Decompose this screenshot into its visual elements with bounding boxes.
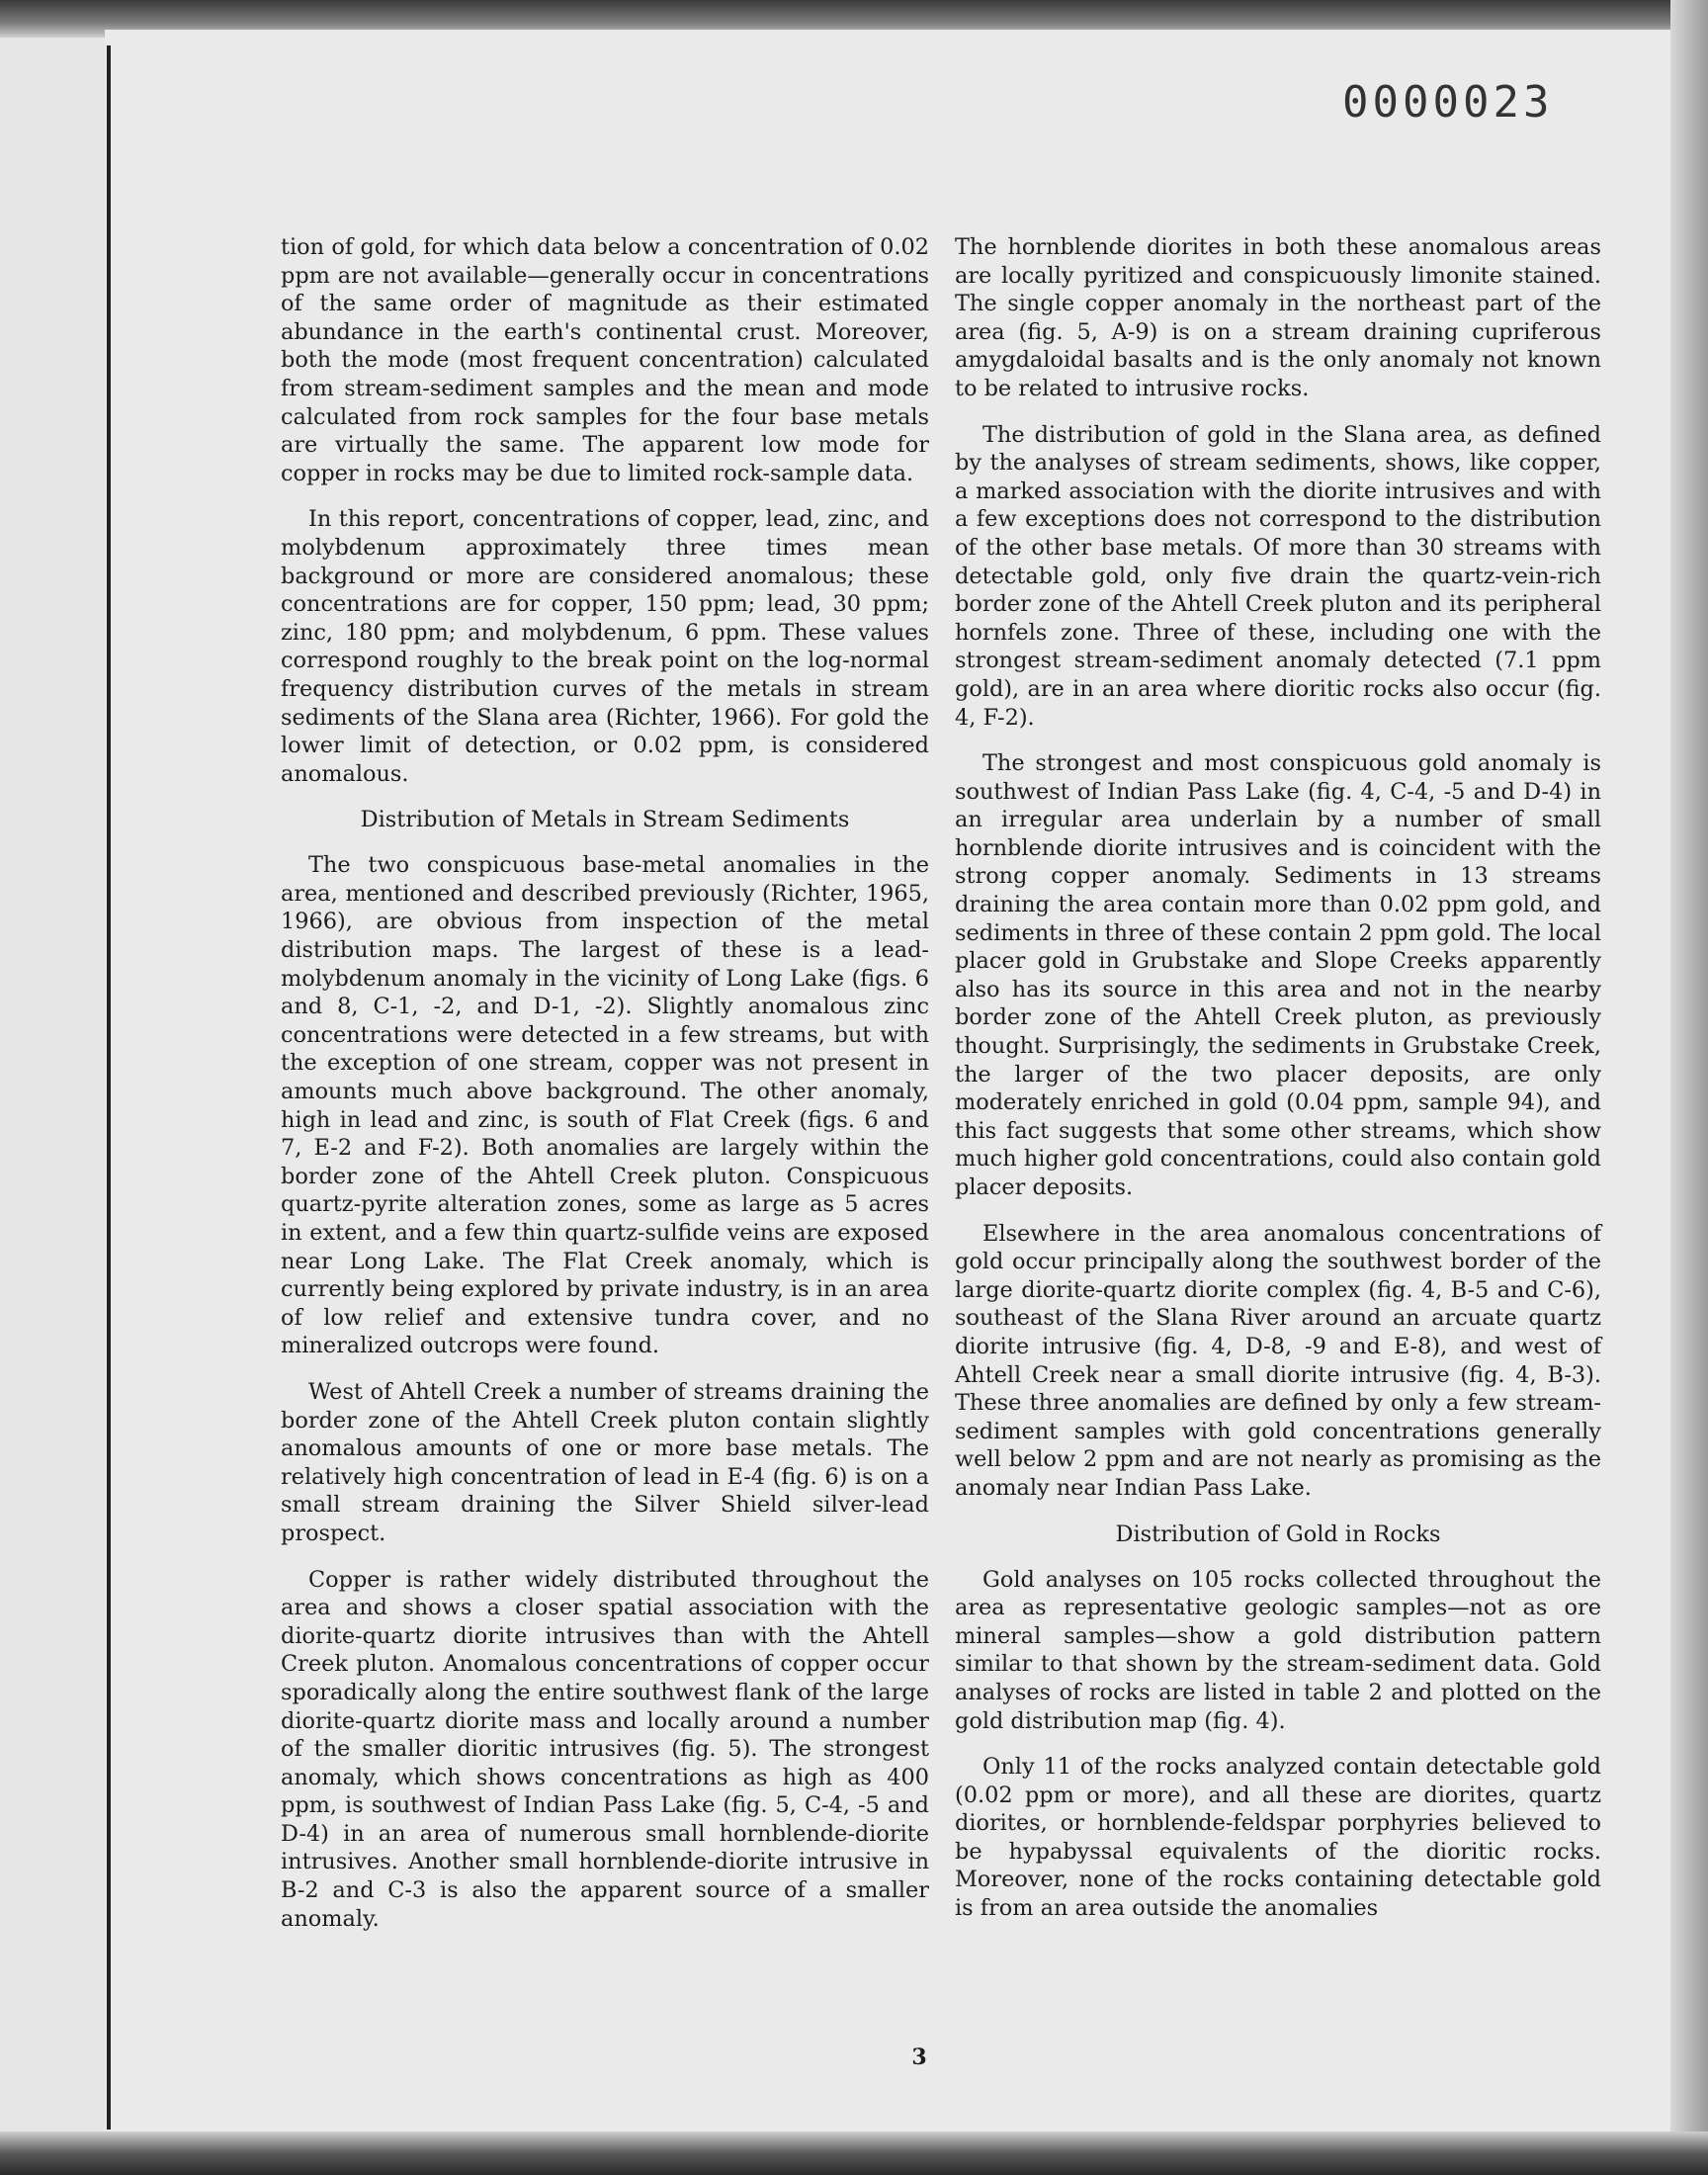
paragraph: Elsewhere in the area anomalous concentrations of gold occur principally along the southwest border of the large diorite-quartz diorite complex (fig. 4, B-5 and C-6), southeast of the Slana River around an arcuate quartz diorite intrusive (fig. 4, D-8, -9 and E-8), and west of Ahtell Creek near a small diorite intrusive (fig. 4, B-3). These three anomalies are defined by only a few stream-sediment samples with gold concentrations generally well below 2 ppm and are not nearly as promising as the anomaly near Indian Pass Lake.	[955, 1220, 1601, 1501]
section-heading: Distribution of Metals in Stream Sediments	[360, 807, 850, 833]
paragraph: Gold analyses on 105 rocks collected throughout the area as representative geologic samples—not as ore mineral samples—show a gold distribution pattern similar to that shown by the stream-sediment data. Gold analyses of rocks are listed in table 2 and plotted on the gold distribution map (fig. 4).	[955, 1566, 1601, 1734]
scan-bottom-shadow	[0, 2132, 1708, 2175]
document-number: 0000023	[1342, 77, 1554, 128]
binding-line	[107, 45, 111, 2130]
paragraph: The hornblende diorites in both these anomalous areas are locally pyritized and conspicuously limonite stained. The single copper anomaly in the northeast part of the area (fig. 5, A-9) is on a stream draining cupriferous amygdaloidal basalts and is the only anomaly not known to be related to intrusive rocks.	[955, 234, 1601, 401]
right-column	[955, 233, 1601, 1941]
paragraph: West of Ahtell Creek a number of streams draining the border zone of the Ahtell Creek pluton contain slightly anomalous amounts of one or more base metals. The relatively high concentration of lead in E-4 (fig. 6) is on a small stream draining the Silver Shield silver-lead prospect.	[281, 1378, 929, 1546]
section-heading: Distribution of Gold in Rocks	[1115, 1521, 1441, 1547]
left-column	[281, 233, 929, 1951]
paragraph: The strongest and most conspicuous gold anomaly is southwest of Indian Pass Lake (fig. 4, C-4, -5 and D-4) in an irregular area underlain by a number of small hornblende diorite intrusives and is coincident with the strong copper anomaly. Sediments in 13 streams draining the area contain more than 0.02 ppm gold, and sediments in three of these contain 2 ppm gold. The local placer gold in Grubstake and Slope Creeks apparently also has its source in this area and not in the nearby border zone of the Ahtell Creek pluton, as previously thought. Surprisingly, the sediments in Grubstake Creek, the larger of the two placer deposits, are only moderately enriched in gold (0.04 ppm, sample 94), and this fact suggests that some other streams, which show much higher gold concentrations, could also contain gold placer deposits.	[955, 750, 1601, 1200]
page-number: 3	[911, 2044, 927, 2070]
paragraph: Only 11 of the rocks analyzed contain detectable gold (0.02 ppm or more), and all these are diorites, quartz diorites, or hornblende-feldspar porphyries believed to be hypabyssal equivalents of the dioritic rocks. Moreover, none of the rocks containing detectable gold is from an area outside the anomalies	[955, 1754, 1601, 1922]
paragraph: In this report, concentrations of copper, lead, zinc, and molybdenum approximately three times mean background or more are considered anomalous; these concentrations are for copper, 150 ppm; lead, 30 ppm; zinc, 180 ppm; and molybdenum, 6 ppm. These values correspond roughly to the break point on the log-normal frequency distribution curves of the metals in stream sediments of the Slana area (Richter, 1966). For gold the lower limit of detection, or 0.02 ppm, is considered anomalous.	[281, 506, 929, 787]
paragraph: tion of gold, for which data below a concentration of 0.02 ppm are not available—generally occur in concentrations of the same order of magnitude as their estimated abundance in the earth's continental crust. Moreover, both the mode (most frequent concentration) calculated from stream-sediment samples and the mean and mode calculated from rock samples for the four base metals are virtually the same. The apparent low mode for copper in rocks may be due to limited rock-sample data.	[281, 234, 929, 486]
paragraph: Copper is rather widely distributed throughout the area and shows a closer spatial association with the diorite-quartz diorite intrusives than with the Ahtell Creek pluton. Anomalous concentrations of copper occur sporadically along the entire southwest flank of the large diorite-quartz diorite mass and locally around a number of the smaller dioritic intrusives (fig. 5). The strongest anomaly, which shows concentrations as high as 400 ppm, is southwest of Indian Pass Lake (fig. 5, C-4, -5 and D-4) in an area of numerous small hornblende-diorite intrusives. Another small hornblende-diorite intrusive in B-2 and C-3 is also the apparent source of a smaller anomaly.	[281, 1566, 929, 1932]
scan-right-edge	[1670, 0, 1708, 2175]
paragraph: The distribution of gold in the Slana area, as defined by the analyses of stream sediments, shows, like copper, a marked association with the diorite intrusives and with a few exceptions does not correspond to the distribution of the other base metals. Of more than 30 streams with detectable gold, only five drain the quartz-vein-rich border zone of the Ahtell Creek pluton and its peripheral hornfels zone. Three of these, including one with the strongest stream-sediment anomaly detected (7.1 ppm gold), are in an area where dioritic rocks also occur (fig. 4, F-2).	[955, 421, 1601, 731]
paragraph: The two conspicuous base-metal anomalies in the area, mentioned and described previously (Richter, 1965, 1966), are obvious from inspection of the metal distribution maps. The largest of these is a lead-molybdenum anomaly in the vicinity of Long Lake (figs. 6 and 8, C-1, -2, and D-1, -2). Slightly anomalous zinc concentrations were detected in a few streams, but with the exception of one stream, copper was not present in amounts much above background. The other anomaly, high in lead and zinc, is south of Flat Creek (figs. 6 and 7, E-2 and F-2). Both anomalies are largely within the border zone of the Ahtell Creek pluton. Conspicuous quartz-pyrite alteration zones, some as large as 5 acres in extent, and a few thin quartz-sulfide veins are exposed near Long Lake. The Flat Creek anomaly, which is currently being explored by private industry, is in an area of low relief and extensive tundra cover, and no mineralized outcrops were found.	[281, 852, 929, 1359]
